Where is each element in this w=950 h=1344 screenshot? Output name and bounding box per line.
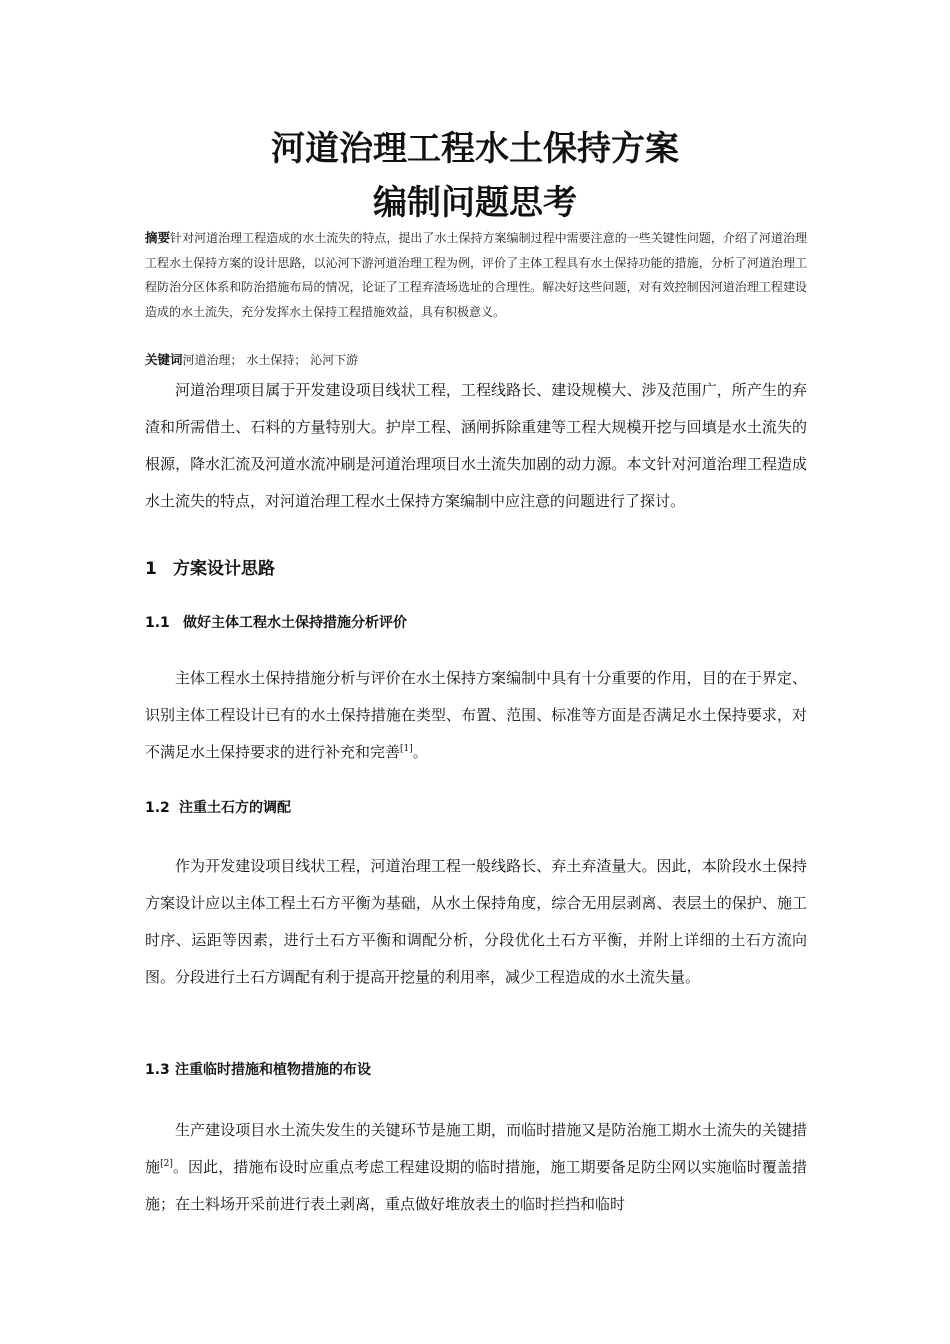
section-1-3-number: 1.3 xyxy=(145,1062,170,1078)
keywords-text: 河道治理； 水土保持； 沁河下游 xyxy=(182,353,359,367)
abstract-text: 针对河道治理工程造成的水土流失的特点，提出了水土保持方案编制过程中需要注意的一些关键性问题，介绍了河道治理工程水土保持方案的设计思路，以沁河下游河道治理工程为例，评价了主体工程具有水土保持功能的措施，分析了河道治理工程防治分区体系和防治措施布局的情况，论证了工程弃渣场选址的合理性。解决好这些问题，对有效控制因河道治理工程建设造成的水土流失，充分发挥水土保持工程措施效益，具有积极意义。 xyxy=(145,231,807,319)
abstract xyxy=(145,226,807,324)
section-1-3-body-a: 生产建设项目水土流失发生的关键环节是施工期，而临时措施又是防治施工期水土流失的关键措施 xyxy=(145,1121,807,1176)
section-1-1-paragraph xyxy=(145,660,807,771)
section-1-2-number: 1.2 xyxy=(145,800,170,816)
section-1-1-title: 做好主体工程水土保持措施分析评价 xyxy=(183,615,407,631)
section-1-3-title: 注重临时措施和植物措施的布设 xyxy=(175,1062,371,1078)
document-title-line-2: 编制问题思考 xyxy=(373,183,577,223)
section-1-2-paragraph: 作为开发建设项目线状工程，河道治理工程一般线路长、弃土弃渣量大。因此，本阶段水土保持方案设计应以主体工程土石方平衡为基础，从水土保持角度，综合无用层剥离、表层土的保护、施工时序、运距等因素，进行土石方平衡和调配分析，分段优化土石方平衡，并附上详细的土石方流向图。分段进行土石方调配有利于提高开挖量的利用率，减少工程造成的水土流失量。 xyxy=(145,857,807,986)
keywords-label: 关键词 xyxy=(145,352,183,367)
citation-1: [1] xyxy=(400,744,413,754)
section-1-number: 1 xyxy=(145,559,157,579)
section-1-3-heading xyxy=(145,1059,371,1081)
section-1-2-title: 注重土石方的调配 xyxy=(179,800,291,816)
document-title-line-1: 河道治理工程水土保持方案 xyxy=(271,129,679,169)
section-1-3-paragraph xyxy=(145,1112,807,1223)
abstract-label: 摘要 xyxy=(145,230,171,245)
section-1-1-body: 主体工程水土保持措施分析与评价在水土保持方案编制中具有十分重要的作用，目的在于界定、识别主体工程设计已有的水土保持措施在类型、布置、范围、标准等方面是否满足水土保持要求，对不满足水土保持要求的进行补充和完善 xyxy=(145,669,807,761)
citation-2: [2] xyxy=(160,1159,173,1169)
section-1-heading xyxy=(145,557,275,581)
section-1-title: 方案设计思路 xyxy=(173,559,275,579)
section-1-1-end: 。 xyxy=(412,743,428,761)
intro-paragraph: 河道治理项目属于开发建设项目线状工程，工程线路长、建设规模大、涉及范围广，所产生的弃渣和所需借土、石料的方量特别大。护岸工程、涵闸拆除重建等工程大规模开挖与回填是水土流失的根源，降水汇流及河道水流冲刷是河道治理项目水土流失加剧的动力源。本文针对河道治理工程造成水土流失的特点，对河道治理工程水土保持方案编制中应注意的问题进行了探讨。 xyxy=(145,381,807,510)
section-1-2-heading xyxy=(145,797,291,819)
keywords xyxy=(145,349,807,371)
section-1-3-body-b: 。因此，措施布设时应重点考虑工程建设期的临时措施，施工期要备足防尘网以实施临时覆盖措施；在土料场开采前进行表土剥离，重点做好堆放表土的临时拦挡和临时 xyxy=(145,1158,807,1213)
section-1-1-heading xyxy=(145,612,407,634)
section-1-1-number: 1.1 xyxy=(145,615,170,631)
